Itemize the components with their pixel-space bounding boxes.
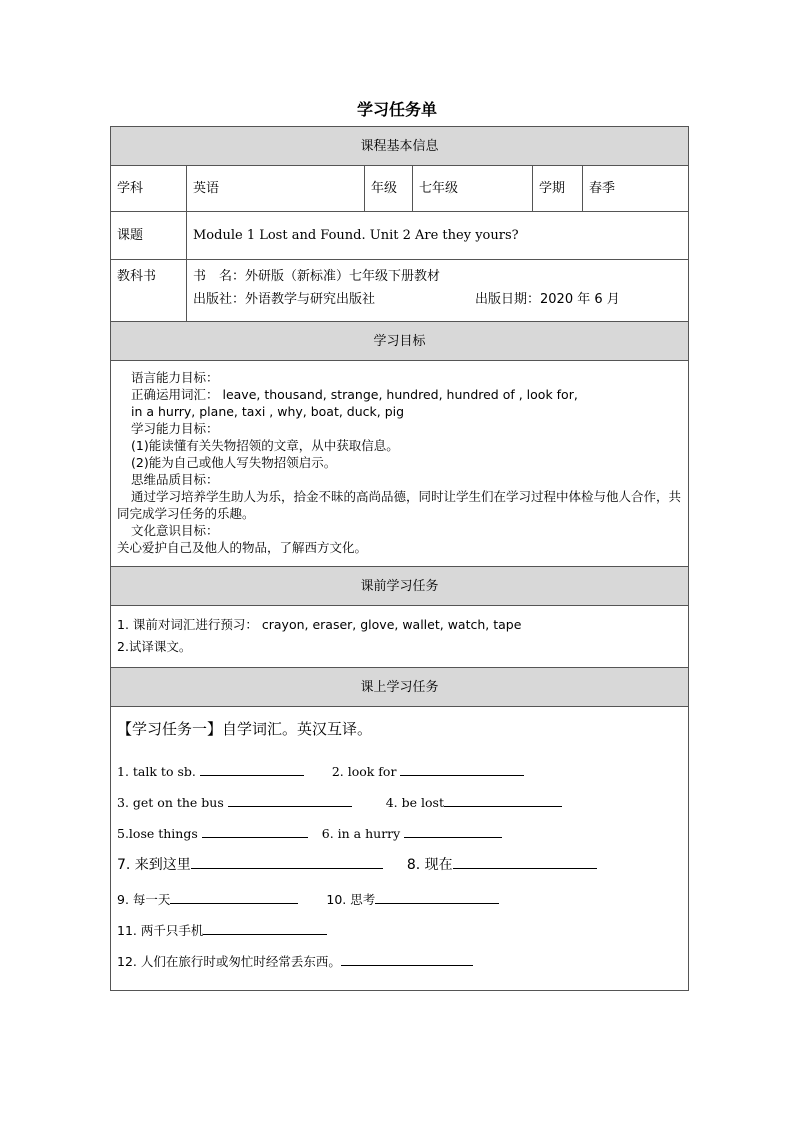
topic-label: 课题 xyxy=(111,212,187,260)
grade-label: 年级 xyxy=(365,166,413,212)
answer-blank[interactable] xyxy=(228,792,352,807)
exercise-item: 3. get on the bus xyxy=(117,792,352,811)
exercise-item: 2. look for xyxy=(332,761,525,780)
exercise-row xyxy=(117,823,682,854)
publisher: 出版社：外语教学与研究出版社 xyxy=(193,292,376,307)
exercise-item: 4. be lost xyxy=(386,792,562,811)
term-value: 春季 xyxy=(583,166,689,212)
exercise-item: 8. 现在 xyxy=(407,854,597,874)
answer-blank[interactable] xyxy=(444,792,562,807)
subject-label: 学科 xyxy=(111,166,187,212)
answer-blank[interactable] xyxy=(203,920,327,935)
objective-line: 文化意识目标： xyxy=(131,523,219,538)
objectives-body xyxy=(111,361,689,567)
answer-blank[interactable] xyxy=(375,889,499,904)
pre-class-body xyxy=(111,606,689,668)
textbook-name: 书 名：外研版（新标准）七年级下册教材 xyxy=(193,269,441,284)
grade-value: 七年级 xyxy=(413,166,533,212)
objective-line: 语言能力目标： xyxy=(131,370,219,385)
objective-line: in a hurry, plane, taxi , why, boat, duck, pig xyxy=(131,404,405,419)
section-header-in-class: 课上学习任务 xyxy=(111,668,689,707)
objective-line: 思维品质目标： xyxy=(131,472,219,487)
textbook-details xyxy=(187,260,689,322)
exercise-row xyxy=(117,761,682,792)
section-header-objectives: 学习目标 xyxy=(111,322,689,361)
exercise-row xyxy=(117,951,682,982)
pre-class-item: 1. 课前对词汇进行预习： crayon, eraser, glove, wallet, watch, tape xyxy=(117,617,522,632)
exercise-item: 11. 两千只手机 xyxy=(117,920,327,939)
objective-line: 关心爱护自己及他人的物品，了解西方文化。 xyxy=(117,540,368,555)
answer-blank[interactable] xyxy=(202,823,308,838)
topic-value: Module 1 Lost and Found. Unit 2 Are they yours? xyxy=(187,212,689,260)
objective-line: (2)能为自己或他人写失物招领启示。 xyxy=(131,455,337,470)
answer-blank[interactable] xyxy=(341,951,473,966)
objective-line: 学习能力目标： xyxy=(131,421,219,436)
objective-paragraph: 通过学习培养学生助人为乐，拾金不昧的高尚品德，同时让学生们在学习过程中体检与他人合作，共同完成学习任务的乐趣。 xyxy=(117,489,682,521)
exercise-item: 10. 思考 xyxy=(326,889,499,908)
exercise-item: 9. 每一天 xyxy=(117,889,298,908)
objective-line: (1)能读懂有关失物招领的文章，从中获取信息。 xyxy=(131,438,399,453)
subject-value: 英语 xyxy=(187,166,365,212)
task-sheet-table xyxy=(110,126,689,991)
exercise-item: 7. 来到这里 xyxy=(117,854,383,874)
exercise-item: 6. in a hurry xyxy=(322,823,502,842)
exercise-row xyxy=(117,920,682,951)
answer-blank[interactable] xyxy=(200,761,304,776)
objective-line: 正确运用词汇： leave, thousand, strange, hundred, hundred of , look for, xyxy=(131,387,578,402)
answer-blank[interactable] xyxy=(400,761,524,776)
answer-blank[interactable] xyxy=(453,854,597,869)
answer-blank[interactable] xyxy=(404,823,502,838)
publish-date: 出版日期：2020 年 6 月 xyxy=(475,292,620,307)
exercise-row xyxy=(117,792,682,823)
page-title: 学习任务单 xyxy=(356,100,437,119)
task1-heading: 【学习任务一】自学词汇。英汉互译。 xyxy=(117,720,373,738)
exercise-row xyxy=(117,889,682,920)
exercise-row xyxy=(117,854,682,889)
answer-blank[interactable] xyxy=(170,889,298,904)
section-header-pre-class: 课前学习任务 xyxy=(111,567,689,606)
answer-blank[interactable] xyxy=(191,854,383,869)
publisher-row xyxy=(193,291,682,308)
textbook-label: 教科书 xyxy=(111,260,187,322)
exercise-item: 12. 人们在旅行时或匆忙时经常丢东西。 xyxy=(117,951,473,970)
exercise-item: 5.lose things xyxy=(117,823,308,842)
pre-class-item: 2.试译课文。 xyxy=(117,639,192,654)
exercise-item: 1. talk to sb. xyxy=(117,761,304,780)
in-class-body xyxy=(111,707,689,991)
section-header-basic-info: 课程基本信息 xyxy=(111,127,689,166)
term-label: 学期 xyxy=(533,166,583,212)
